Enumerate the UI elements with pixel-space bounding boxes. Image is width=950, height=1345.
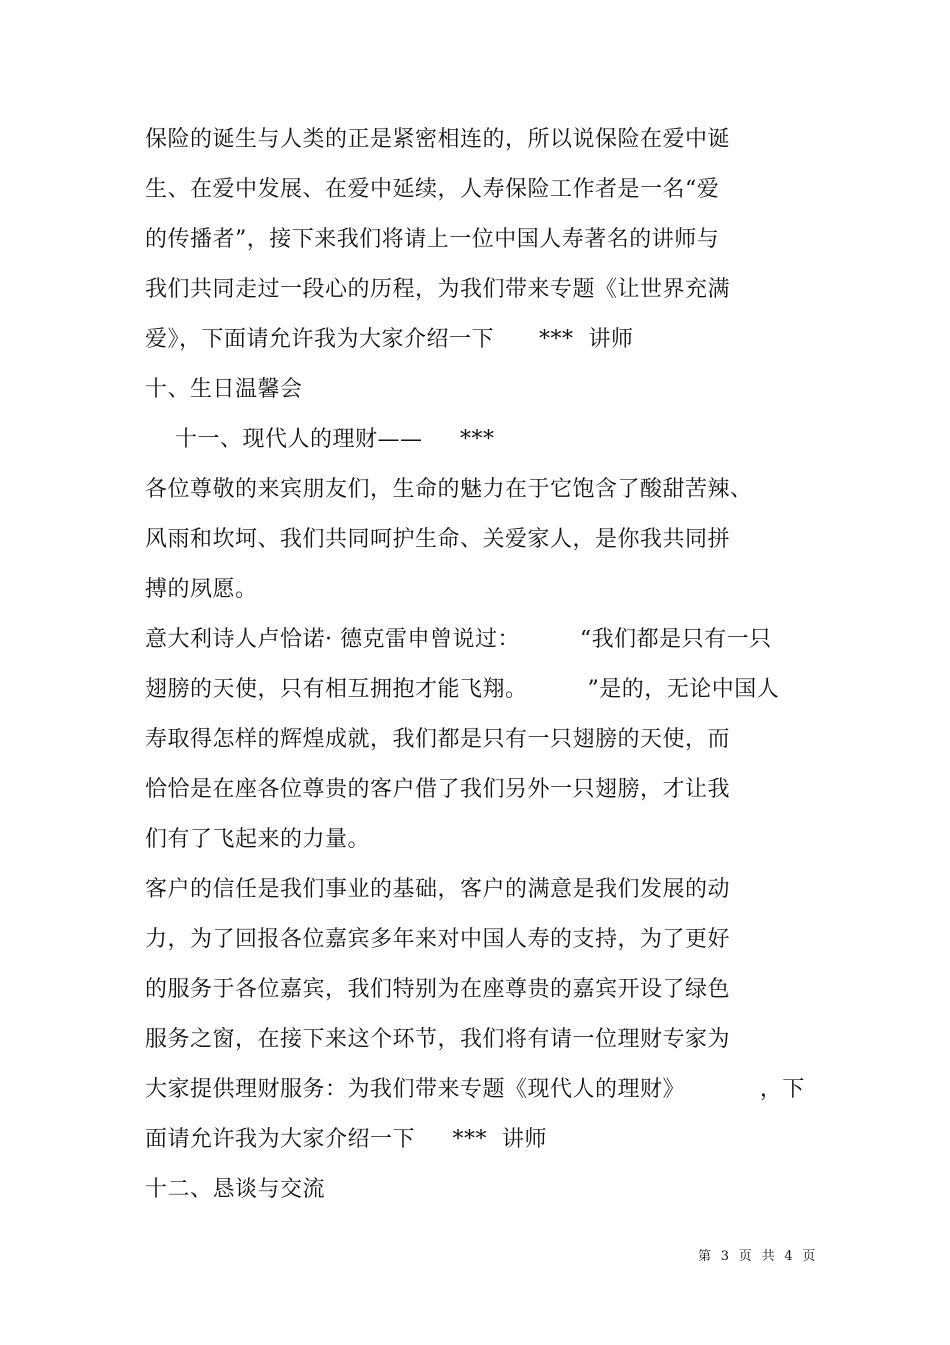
text-line: 寿取得怎样的辉煌成就，我们都是只有一只翅膀的天使，而: [145, 727, 731, 752]
text-line: 生、在爱中发展、在爱中延续，人寿保险工作者是一名“爱: [145, 177, 720, 202]
text-line: 们有了飞起来的力量。: [145, 827, 371, 852]
text-line: 的传播者”，接下来我们将请上一位中国人寿著名的讲师与: [145, 227, 720, 252]
text-line: 大家提供理财服务：为我们带来专题《现代人的理财》 ，下: [145, 1077, 805, 1102]
text-line: 翅膀的天使，只有相互拥抱才能飞翔。 ”是的，无论中国人: [145, 677, 780, 702]
text-line: 我们共同走过一段心的历程，为我们带来专题《让世界充满: [145, 277, 731, 302]
text-line: 各位尊敬的来宾朋友们，生命的魅力在于它饱含了酸甜苦辣、: [145, 477, 753, 502]
text-line: 客户的信任是我们事业的基础，客户的满意是我们发展的动: [145, 877, 731, 902]
text-line: 爱》，下面请允许我为大家介绍一下 *** 讲师: [145, 327, 634, 352]
text-line: 力，为了回报各位嘉宾多年来对中国人寿的支持，为了更好: [145, 927, 731, 952]
text-line: 意大利诗人卢恰诺· 德克雷申曾说过： “我们都是只有一只: [145, 627, 772, 652]
section-heading: 十二、恳谈与交流: [145, 1177, 326, 1202]
text-line: 的服务于各位嘉宾，我们特别为在座尊贵的嘉宾开设了绿色: [145, 977, 731, 1002]
page-footer: 第 3 页 共 4 页: [698, 1249, 816, 1264]
section-heading: 十、生日温馨会: [145, 377, 303, 402]
text-line: 搏的夙愿。: [145, 577, 258, 602]
text-line: 保险的诞生与人类的正是紧密相连的，所以说保险在爱中诞: [145, 127, 731, 152]
text-line: 服务之窗，在接下来这个环节，我们将有请一位理财专家为: [145, 1027, 731, 1052]
text-line: 恰恰是在座各位尊贵的客户借了我们另外一只翅膀，才让我: [145, 777, 731, 802]
text-line: 面请允许我为大家介绍一下 *** 讲师: [145, 1127, 547, 1152]
text-line: 风雨和坎坷、我们共同呵护生命、关爱家人，是你我共同拼: [145, 527, 731, 552]
section-heading: 十一、现代人的理财—— ***: [145, 427, 495, 452]
